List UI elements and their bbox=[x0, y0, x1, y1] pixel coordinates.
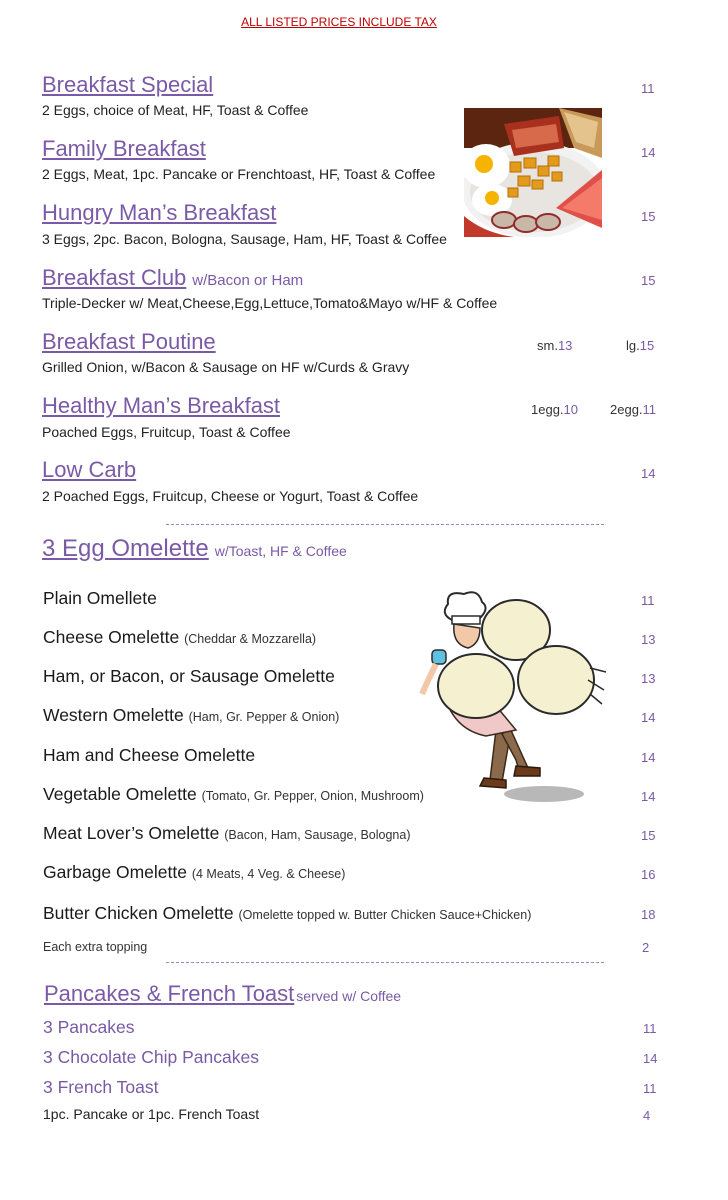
omelette-item: Butter Chicken Omelette (Omelette topped w. Butter Chicken Sauce+Chicken) bbox=[43, 903, 532, 923]
menu-item-title: Breakfast Special bbox=[42, 72, 214, 97]
pancake-item: 3 Pancakes bbox=[43, 1017, 135, 1037]
omelette-price: 13 bbox=[641, 671, 656, 686]
menu-item-title: Breakfast Poutine bbox=[42, 329, 216, 354]
chef-carrying-eggs-illustration bbox=[406, 590, 612, 814]
omelette-price: 14 bbox=[641, 750, 656, 765]
tax-notice: ALL LISTED PRICES INCLUDE TAX bbox=[241, 15, 437, 29]
omelette-item: Vegetable Omelette (Tomato, Gr. Pepper, Onion, Mushroom) bbox=[43, 784, 424, 804]
menu-item-desc: 2 Eggs, Meat, 1pc. Pancake or Frenchtoast, HF, Toast & Coffee bbox=[42, 166, 436, 182]
menu-item-title: Breakfast Club w/Bacon or Ham bbox=[42, 265, 304, 290]
omelette-section-title: 3 Egg Omelette w/Toast, HF & Coffee bbox=[42, 535, 347, 562]
omelette-price: 14 bbox=[641, 710, 656, 725]
omelette-item: Western Omelette (Ham, Gr. Pepper & Onion) bbox=[43, 705, 340, 725]
omelette-item: Plain Omellete bbox=[43, 588, 157, 608]
breakfast-plate-photo bbox=[464, 108, 602, 237]
menu-item-desc: 2 Poached Eggs, Fruitcup, Cheese or Yogurt, Toast & Coffee bbox=[42, 488, 419, 504]
menu-item-price-one-egg: 1egg.10 bbox=[531, 402, 579, 417]
pancake-price: 11 bbox=[643, 1081, 657, 1096]
omelette-price: 13 bbox=[641, 632, 656, 647]
menu-item-price: 15 bbox=[641, 209, 656, 224]
menu-item-desc: 2 Eggs, choice of Meat, HF, Toast & Coffee bbox=[42, 102, 309, 118]
extra-topping-label: Each extra topping bbox=[43, 940, 148, 954]
menu-item-title: Healthy Man’s Breakfast bbox=[42, 393, 281, 418]
menu-item-price: 15 bbox=[641, 273, 656, 288]
extra-topping-price: 2 bbox=[642, 940, 650, 955]
omelette-price: 16 bbox=[641, 867, 656, 882]
pancake-price: 11 bbox=[643, 1021, 657, 1036]
omelette-price: 15 bbox=[641, 828, 656, 843]
pancake-item: 3 Chocolate Chip Pancakes bbox=[43, 1047, 259, 1067]
omelette-item: Ham and Cheese Omelette bbox=[43, 745, 256, 765]
menu-item-desc: Triple-Decker w/ Meat,Cheese,Egg,Lettuce,Tomato&Mayo w/HF & Coffee bbox=[42, 295, 498, 311]
omelette-item: Ham, or Bacon, or Sausage Omelette bbox=[43, 666, 335, 686]
menu-item-desc: Grilled Onion, w/Bacon & Sausage on HF w/Curds & Gravy bbox=[42, 359, 410, 375]
omelette-price: 11 bbox=[641, 593, 655, 608]
menu-item-price-small: sm.13 bbox=[537, 338, 573, 353]
omelette-price: 18 bbox=[641, 907, 656, 922]
menu-item-desc: Poached Eggs, Fruitcup, Toast & Coffee bbox=[42, 424, 291, 440]
menu-item-title: Low Carb bbox=[42, 457, 137, 482]
menu-item-price: 14 bbox=[641, 145, 656, 160]
pancake-price: 14 bbox=[643, 1051, 658, 1066]
menu-item-title: Hungry Man’s Breakfast bbox=[42, 200, 277, 225]
single-pancake-label: 1pc. Pancake or 1pc. French Toast bbox=[43, 1106, 260, 1122]
single-pancake-price: 4 bbox=[643, 1108, 651, 1123]
omelette-item: Garbage Omelette (4 Meats, 4 Veg. & Cheese) bbox=[43, 862, 346, 882]
omelette-item: Cheese Omelette (Cheddar & Mozzarella) bbox=[43, 627, 317, 647]
menu-item-price-large: lg.15 bbox=[626, 338, 655, 353]
omelette-item: Meat Lover’s Omelette (Bacon, Ham, Sausage, Bologna) bbox=[43, 823, 411, 843]
pancake-item: 3 French Toast bbox=[43, 1077, 159, 1097]
menu-item-price-two-egg: 2egg.11 bbox=[610, 402, 657, 417]
menu-item-title: Family Breakfast bbox=[42, 136, 206, 161]
omelette-price: 14 bbox=[641, 789, 656, 804]
menu-item-price: 11 bbox=[641, 81, 655, 96]
menu-item-price: 14 bbox=[641, 466, 656, 481]
section-divider bbox=[166, 962, 604, 963]
menu-item-desc: 3 Eggs, 2pc. Bacon, Bologna, Sausage, Ham, HF, Toast & Coffee bbox=[42, 231, 447, 247]
pancakes-section-title: Pancakes & French Toast served w/ Coffee bbox=[44, 981, 402, 1006]
section-divider bbox=[166, 524, 604, 525]
